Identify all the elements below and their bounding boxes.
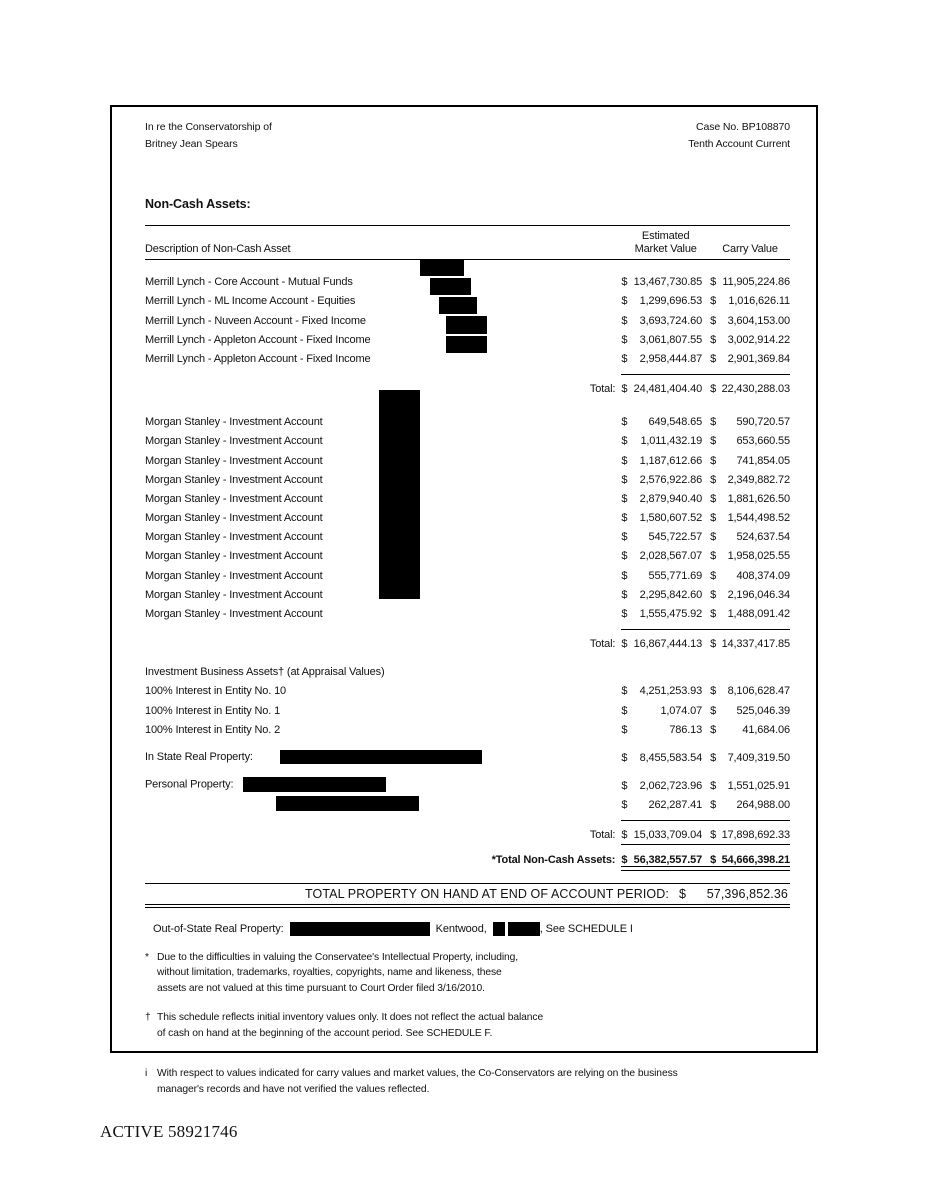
page-content (112, 107, 816, 1095)
dollar-sign: $ (710, 352, 717, 365)
table-header-row-1 (145, 230, 790, 243)
personal-carry-2: 264,988.00 (736, 799, 790, 812)
dollar-sign: $ (621, 588, 628, 601)
personal-carry-1: 1,551,025.91 (727, 780, 790, 793)
dollar-sign: $ (710, 295, 717, 308)
out-of-state-tail: , See SCHEDULE I (539, 922, 633, 935)
dollar-sign: $ (621, 512, 628, 525)
redaction-bar (290, 922, 430, 936)
spacer (145, 260, 790, 270)
personal-property-row-2 (145, 792, 790, 811)
active-stamp: ACTIVE 58921746 (100, 1122, 238, 1141)
dollar-sign: $ (621, 333, 628, 346)
dollar-sign: $ (621, 314, 628, 327)
morgan-total-row (145, 630, 790, 651)
redaction-bar (493, 922, 505, 936)
table-row (145, 678, 790, 697)
caption-left (145, 119, 272, 153)
total-property-line (145, 887, 790, 901)
morgan-total-market: 16,867,444.13 (628, 630, 710, 651)
table-row (145, 562, 790, 581)
merrill-2-market: 3,693,724.60 (639, 314, 703, 327)
dollar-sign: $ (621, 799, 628, 812)
table-row (145, 697, 790, 716)
grand-total-label: *Total Non-Cash Assets: (491, 854, 616, 867)
morgan-7-carry: 1,958,025.55 (727, 550, 790, 563)
dollar-sign: $ (710, 314, 717, 327)
merrill-0-market: 13,467,730.85 (633, 276, 703, 289)
asset-description: Merrill Lynch - Core Account - Mutual Funds (145, 276, 353, 289)
merrill-2-carry: 3,604,153.00 (727, 314, 790, 327)
morgan-1-market: 1,011,432.19 (640, 435, 703, 448)
dollar-sign: $ (710, 531, 717, 544)
dollar-sign: $ (621, 416, 628, 429)
in-state-carry: 7,409,319.50 (727, 751, 790, 764)
dollar-sign: $ (710, 780, 717, 793)
dollar-sign: $ (710, 588, 717, 601)
footnote (145, 950, 790, 997)
dollar-sign: $ (621, 550, 628, 563)
morgan-total-carry: 14,337,417.85 (717, 630, 790, 651)
asset-description: Morgan Stanley - Investment Account (145, 473, 323, 486)
morgan-7-market: 2,028,567.07 (639, 550, 703, 563)
dollar-sign: $ (621, 844, 628, 866)
spacer (145, 811, 790, 821)
merrill-4-market: 2,958,444.87 (639, 352, 703, 365)
in-state-label: In State Real Property: (145, 750, 253, 763)
dollar-sign: $ (621, 704, 628, 717)
table-row (145, 447, 790, 466)
asset-description: Merrill Lynch - ML Income Account - Equities (145, 295, 356, 308)
footnote-line: of cash on hand at the beginning of the account period. See SCHEDULE F. (157, 1027, 493, 1039)
in-state-label-cell (145, 745, 492, 764)
dollar-sign: $ (621, 608, 628, 620)
asset-description: 100% Interest in Entity No. 10 (145, 685, 287, 698)
asset-description: Morgan Stanley - Investment Account (145, 454, 323, 467)
dollar-sign: $ (621, 473, 628, 486)
in-state-market: 8,455,583.54 (639, 751, 703, 764)
morgan-5-carry: 1,544,498.52 (727, 512, 790, 525)
footnote-text (157, 1066, 678, 1097)
footnote-line: assets are not valued at this time pursuant to Court Order filed 3/16/2010. (157, 982, 485, 994)
dollar-sign: $ (710, 454, 717, 467)
business-0-market: 4,251,253.93 (639, 685, 703, 698)
spacer (145, 620, 790, 630)
total-label: Total: (589, 638, 616, 650)
footnote (145, 1010, 790, 1041)
asset-description: Morgan Stanley - Investment Account (145, 512, 323, 525)
out-of-state-label: Out-of-State Real Property: (153, 922, 284, 935)
footnote-text (157, 950, 518, 997)
morgan-4-market: 2,879,940.40 (639, 492, 703, 505)
morgan-9-market: 2,295,842.60 (639, 588, 703, 601)
dollar-sign: $ (621, 751, 628, 764)
in-state-real-property-row (145, 745, 790, 764)
footnote-text (157, 1010, 543, 1041)
morgan-3-market: 2,576,922.86 (639, 473, 703, 486)
table-row (145, 582, 790, 601)
business-assets-heading-row (145, 659, 790, 678)
dollar-sign: $ (621, 492, 628, 505)
header-carry-value: Carry Value (722, 243, 778, 255)
asset-description: Merrill Lynch - Appleton Account - Fixed Income (145, 333, 371, 346)
grand-total-market: 56,382,557.57 (628, 844, 710, 866)
total-property-label: TOTAL PROPERTY ON HAND AT END OF ACCOUNT PERIOD: (305, 886, 669, 901)
dollar-sign: $ (710, 685, 717, 698)
footnote-marker: i (145, 1068, 148, 1080)
dollar-sign: $ (710, 492, 717, 505)
footnote-line: Due to the difficulties in valuing the Conservatee's Intellectual Property, including, (157, 951, 519, 963)
footnote-marker: * (145, 951, 149, 963)
asset-description: Morgan Stanley - Investment Account (145, 531, 323, 544)
personal-property-row-1 (145, 773, 790, 792)
dollar-sign: $ (621, 531, 628, 544)
dollar-sign: $ (710, 608, 717, 620)
dollar-sign: $ (710, 723, 717, 736)
dollar-sign: $ (621, 780, 628, 793)
caption-account-label: Tenth Account Current (688, 138, 790, 150)
asset-description: Morgan Stanley - Investment Account (145, 588, 323, 601)
table-row (145, 486, 790, 505)
redaction-bar (446, 316, 487, 334)
table-row (145, 409, 790, 428)
morgan-0-carry: 590,720.57 (736, 416, 790, 429)
header-description: Description of Non-Cash Asset (145, 243, 291, 255)
dollar-sign: $ (621, 569, 628, 582)
business-2-carry: 41,684.06 (742, 723, 790, 736)
dollar-sign: $ (678, 886, 686, 901)
grand-total-underline (145, 866, 790, 870)
merrill-0-carry: 11,905,224.86 (722, 276, 790, 289)
redaction-bar (280, 750, 482, 764)
total-label: Total: (589, 829, 616, 842)
business-assets-section (145, 678, 790, 736)
morgan-6-carry: 524,637.54 (736, 531, 790, 544)
footnote-divider (153, 1051, 553, 1052)
morgan-10-market: 1,555,475.92 (639, 608, 703, 620)
caption-in-re: In re the Conservatorship of (145, 121, 272, 133)
asset-description: Morgan Stanley - Investment Account (145, 569, 323, 582)
dollar-sign: $ (710, 416, 717, 429)
morgan-0-market: 649,548.65 (648, 416, 703, 429)
case-caption (145, 119, 790, 153)
total-label: Total: (589, 382, 616, 395)
morgan-stanley-section (145, 409, 790, 620)
footnote-line: without limitation, trademarks, royalties, copyrights, name and likeness, these (157, 967, 502, 979)
footnote-marker: † (145, 1012, 151, 1024)
dollar-sign: $ (621, 454, 628, 467)
dollar-sign: $ (710, 512, 717, 525)
morgan-10-carry: 1,488,091.42 (727, 608, 790, 620)
morgan-6-market: 545,722.57 (648, 531, 703, 544)
dollar-sign: $ (621, 435, 628, 448)
redaction-bar (243, 777, 386, 792)
business-0-carry: 8,106,628.47 (727, 685, 790, 698)
grand-total-row (145, 844, 790, 866)
out-of-state-city: Kentwood, (435, 922, 487, 935)
spacer (145, 365, 790, 375)
dollar-sign: $ (710, 821, 717, 842)
dollar-sign: $ (621, 374, 628, 395)
dollar-sign: $ (710, 569, 717, 582)
asset-description: Morgan Stanley - Investment Account (145, 492, 323, 505)
dollar-sign: $ (710, 333, 717, 346)
merrill-1-market: 1,299,696.53 (639, 295, 703, 308)
merrill-total-market: 24,481,404.40 (628, 374, 710, 395)
business-2-market: 786.13 (669, 723, 703, 736)
spacer (145, 736, 790, 745)
footnote-line: This schedule reflects initial inventory values only. It does not reflect the actual balance (157, 1012, 544, 1024)
merrill-4-carry: 2,901,369.84 (727, 352, 790, 365)
dollar-sign: $ (710, 435, 717, 448)
redaction-bar (439, 297, 477, 314)
out-of-state-real-property-line (145, 922, 790, 936)
personal-label-cell (145, 773, 492, 792)
redaction-bar (420, 260, 464, 276)
footnote-line: manager's records and have not verified the values reflected. (157, 1083, 430, 1095)
asset-description: Morgan Stanley - Investment Account (145, 416, 323, 429)
business-1-carry: 525,046.39 (736, 704, 790, 717)
merrill-1-carry: 1,016,626.11 (728, 295, 790, 308)
footnote (145, 1066, 790, 1097)
caption-conservatee-name: Britney Jean Spears (145, 138, 238, 150)
dollar-sign: $ (710, 799, 717, 812)
dollar-sign: $ (710, 844, 717, 866)
table-row (145, 467, 790, 486)
redaction-bar (276, 796, 419, 811)
table-header-row-2 (145, 243, 790, 256)
spacer (145, 650, 790, 659)
asset-description: Morgan Stanley - Investment Account (145, 608, 323, 620)
morgan-5-market: 1,580,607.52 (639, 512, 703, 525)
table-row (145, 601, 790, 620)
morgan-2-carry: 741,854.05 (736, 454, 790, 467)
dollar-sign: $ (621, 821, 628, 842)
table-row (145, 543, 790, 562)
morgan-4-carry: 1,881,626.50 (727, 492, 790, 505)
document-page (110, 105, 818, 1095)
footnotes-section (145, 950, 790, 1098)
dollar-sign: $ (621, 352, 628, 365)
personal-property-label: Personal Property: (145, 778, 234, 791)
dollar-sign: $ (710, 374, 717, 395)
dollar-sign: $ (621, 630, 628, 651)
dollar-sign: $ (710, 630, 717, 651)
dollar-sign: $ (621, 276, 628, 289)
personal-market-2: 262,287.41 (648, 799, 703, 812)
morgan-8-carry: 408,374.09 (736, 569, 790, 582)
dollar-sign: $ (621, 685, 628, 698)
merrill-3-market: 3,061,807.55 (639, 333, 703, 346)
property-total-market: 15,033,709.04 (628, 821, 710, 842)
total-property-amount: 57,396,852.36 (706, 886, 788, 901)
merrill-total-row (145, 374, 790, 395)
personal-redaction-cell (145, 792, 492, 811)
dollar-sign: $ (710, 473, 717, 486)
business-1-market: 1,074.07 (660, 704, 703, 717)
asset-description: Merrill Lynch - Nuveen Account - Fixed Income (145, 314, 366, 327)
dollar-sign: $ (710, 550, 717, 563)
table-row (145, 428, 790, 447)
asset-description: 100% Interest in Entity No. 2 (145, 723, 281, 736)
dollar-sign: $ (621, 295, 628, 308)
redaction-bar (508, 922, 540, 936)
asset-description: Morgan Stanley - Investment Account (145, 550, 323, 563)
grand-total-carry: 54,666,398.21 (717, 844, 790, 866)
asset-description: Merrill Lynch - Appleton Account - Fixed Income (145, 352, 371, 365)
section-title: Non-Cash Assets: (145, 197, 251, 211)
morgan-redaction-bar (379, 390, 420, 599)
header-estimated: Estimated (641, 230, 690, 242)
personal-market-1: 2,062,723.96 (639, 780, 703, 793)
morgan-2-market: 1,187,612.66 (639, 454, 703, 467)
dollar-sign: $ (710, 276, 717, 289)
property-total-carry: 17,898,692.33 (717, 821, 790, 842)
dollar-sign: $ (710, 751, 717, 764)
merrill-3-carry: 3,002,914.22 (727, 333, 790, 346)
morgan-3-carry: 2,349,882.72 (727, 473, 790, 486)
table-row (145, 524, 790, 543)
caption-right (688, 119, 790, 153)
morgan-9-carry: 2,196,046.34 (727, 588, 790, 601)
morgan-1-carry: 653,660.55 (736, 435, 790, 448)
footnote-line: With respect to values indicated for carry values and market values, the Co-Conservators are relying on the business (157, 1068, 678, 1080)
dollar-sign: $ (621, 723, 628, 736)
property-total-row (145, 821, 790, 842)
header-market-value: Market Value (634, 243, 697, 255)
dollar-sign: $ (710, 704, 717, 717)
morgan-8-market: 555,771.69 (648, 569, 703, 582)
asset-description: Morgan Stanley - Investment Account (145, 435, 323, 448)
redaction-bar (430, 278, 471, 295)
business-assets-heading: Investment Business Assets† (at Appraisal Values) (145, 666, 385, 679)
table-row (145, 505, 790, 524)
spacer (145, 764, 790, 773)
total-property-band (145, 883, 790, 905)
redaction-bar (446, 336, 487, 353)
asset-description: 100% Interest in Entity No. 1 (145, 704, 281, 717)
caption-case-number: Case No. BP108870 (695, 121, 790, 133)
spacer (145, 395, 790, 409)
table-row (145, 717, 790, 736)
merrill-total-carry: 22,430,288.03 (717, 374, 790, 395)
